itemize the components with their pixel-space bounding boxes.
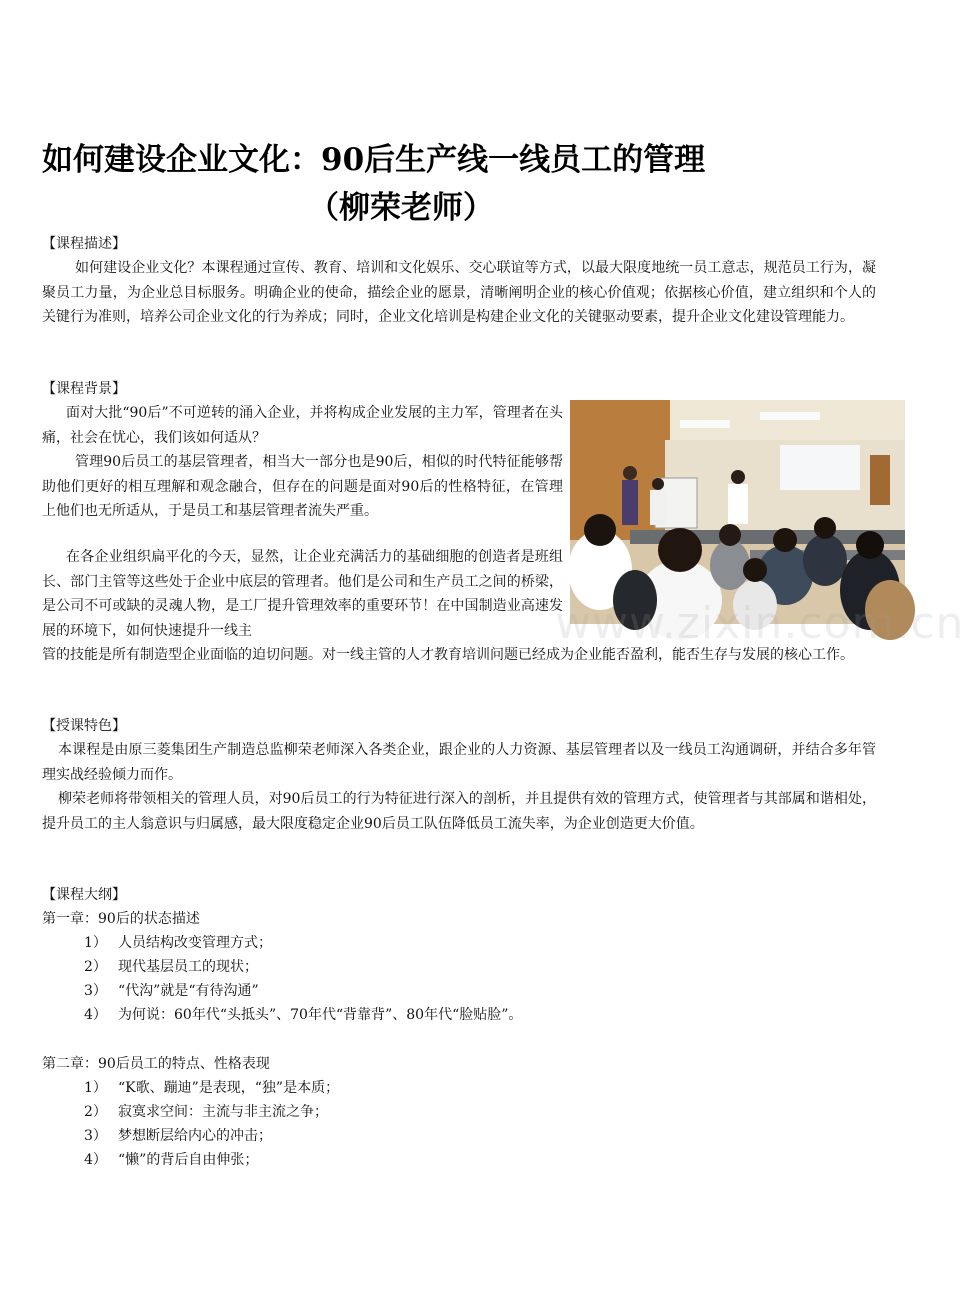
section-heading-features: 【授课特色】 — [42, 718, 126, 734]
doc-title: 如何建设企业文化：90后生产线一线员工的管理 — [42, 142, 706, 178]
chapter-1-title: 第一章：90后的状态描述 — [42, 911, 200, 927]
background-paragraph-1: 面对大批“90后”不可逆转的涌入企业，并将构成企业发展的主力军，管理者在头痛，社会在忧心，我们该如何适从？ — [42, 405, 563, 446]
background-paragraph-2: 管理90后员工的基层管理者，相当大一部分也是90后，相似的时代特征能够帮助他们更好的相互理解和观念融合，但存在的问题是面对90后的性格特征，在管理上他们也无所适从，于是员工和基层管理者流失严重。 — [42, 454, 563, 519]
list-item: “代沟”就是“有待沟通” — [118, 983, 259, 999]
section-heading-desc: 【课程描述】 — [42, 236, 126, 252]
features-paragraph-1: 本课程是由原三菱集团生产制造总监柳荣老师深入各类企业，跟企业的人力资源、基层管理者以及一线员工沟通调研，并结合多年管理实战经验倾力而作。 — [42, 742, 876, 783]
list-item-number: 1） — [84, 935, 107, 951]
chapter-2-title: 第二章：90后员工的特点、性格表现 — [42, 1056, 270, 1072]
training-classroom-photo — [570, 400, 905, 624]
list-item: 人员结构改变管理方式； — [118, 935, 272, 951]
list-item-number: 4） — [84, 1152, 107, 1168]
section-heading-background: 【课程背景】 — [42, 381, 126, 397]
section-heading-outline: 【课程大纲】 — [42, 887, 126, 903]
list-item: “懒”的背后自由伸张； — [118, 1152, 259, 1168]
list-item-number: 1） — [84, 1080, 107, 1096]
list-item-number: 4） — [84, 1007, 107, 1023]
list-item-number: 2） — [84, 959, 107, 975]
list-item: 为何说：60年代“头抵头”、70年代“背靠背”、80年代“脸贴脸”。 — [118, 1007, 523, 1023]
watermark: www.zixin.com.cn — [555, 598, 964, 649]
list-item: 寂寞求空间：主流与非主流之争； — [118, 1104, 328, 1120]
background-paragraph-3b: 管的技能是所有制造型企业面临的迫切问题。对一线主管的人才教育培训问题已经成为企业能否盈利，能否生存与发展的核心工作。 — [42, 647, 854, 663]
background-paragraph-3a: 在各企业组织扁平化的今天，显然，让企业充满活力的基础细胞的创造者是班组长、部门主管等这些处于企业中底层的管理者。他们是公司和生产员工之间的桥梁，是公司不可或缺的灵魂人物，是工厂提升管理效率的重要环节！在中国制造业高速发展的环境下，如何快速提升一线主 — [42, 549, 563, 639]
desc-paragraph: 如何建设企业文化？本课程通过宣传、教育、培训和文化娱乐、交心联谊等方式，以最大限度地统一员工意志，规范员工行为，凝聚员工力量，为企业总目标服务。明确企业的使命，描绘企业的愿景，清晰阐明企业的核心价值观；依据核心价值，建立组织和个人的关键行为准则，培养公司企业文化的行为养成；同时，企业文化培训是构建企业文化的关键驱动要素，提升企业文化建设管理能力。 — [42, 260, 876, 325]
list-item-number: 3） — [84, 983, 107, 999]
list-item: “K歌、蹦迪”是表现，“独”是本质； — [118, 1080, 340, 1096]
features-paragraph-2: 柳荣老师将带领相关的管理人员，对90后员工的行为特征进行深入的剖析，并且提供有效的管理方式，使管理者与其部属和谐相处，提升员工的主人翁意识与归属感，最大限度稳定企业90后员工队伍降低员工流失率，为企业创造更大价值。 — [42, 791, 876, 832]
list-item-number: 3） — [84, 1128, 107, 1144]
list-item: 现代基层员工的现状； — [118, 959, 258, 975]
doc-subtitle: （柳荣老师） — [308, 190, 494, 226]
list-item-number: 2） — [84, 1104, 107, 1120]
list-item: 梦想断层给内心的冲击； — [118, 1128, 272, 1144]
